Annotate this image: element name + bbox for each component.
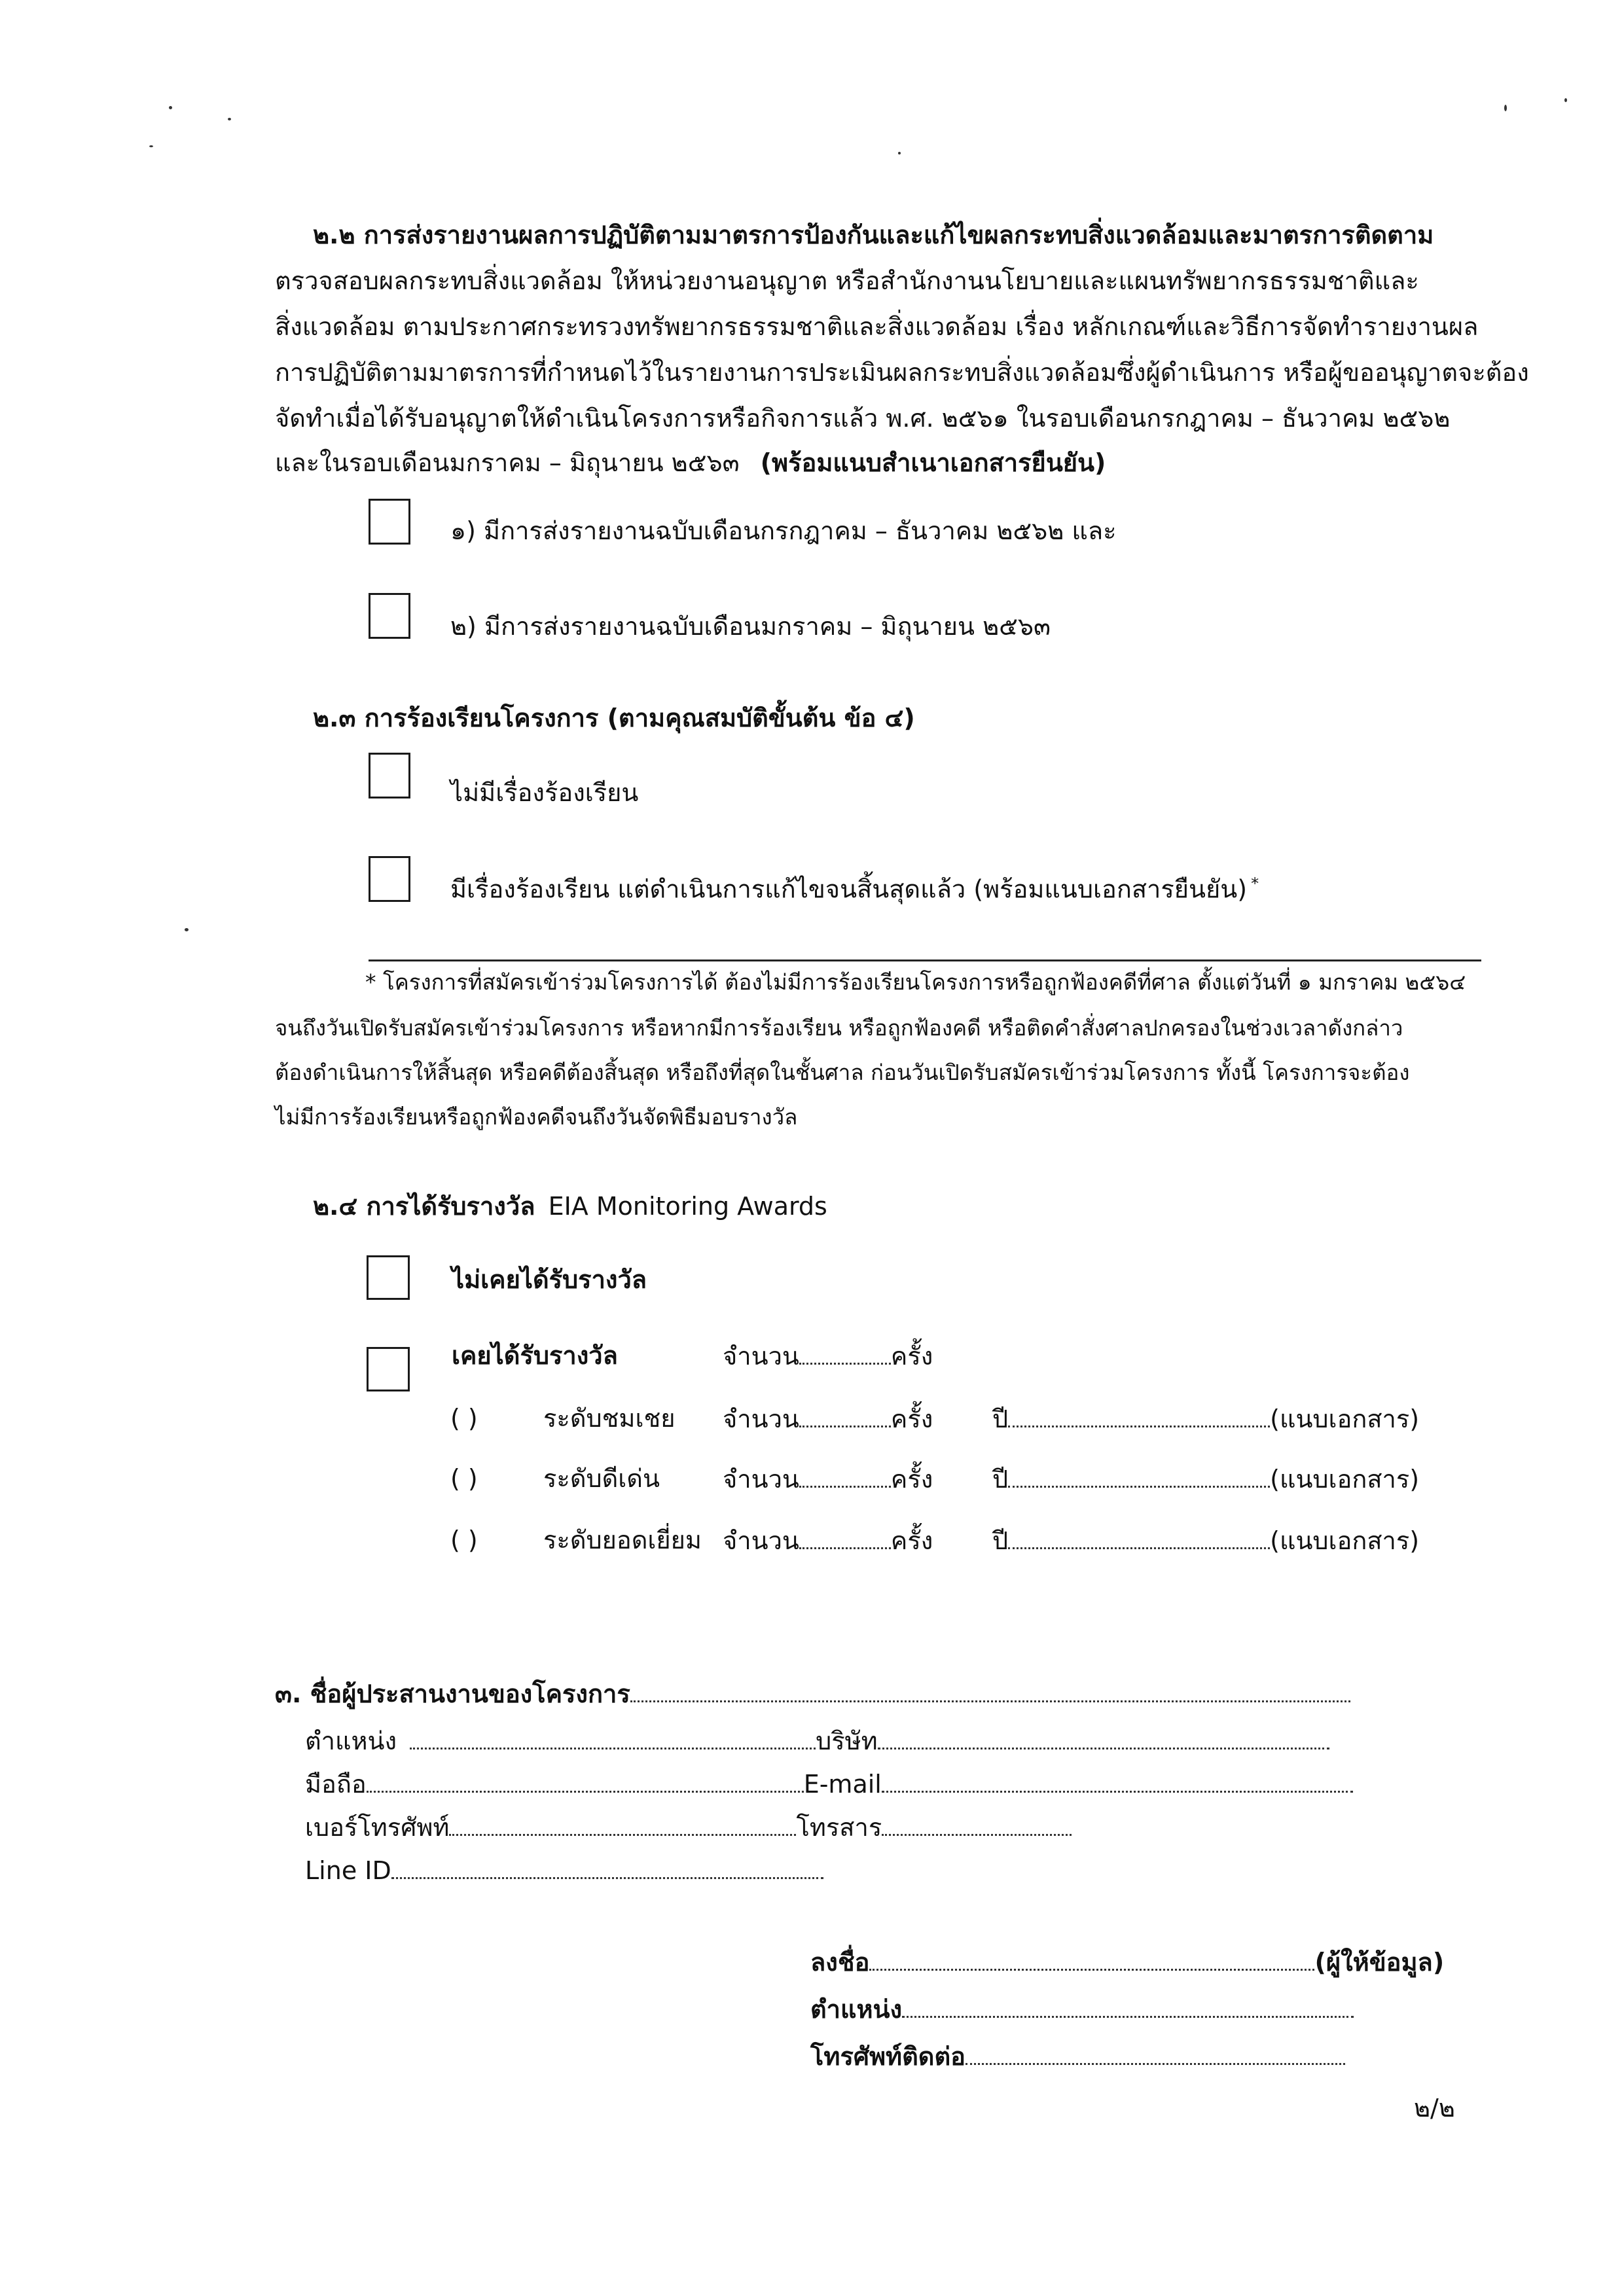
level-marker[interactable]: ( ) <box>450 1464 478 1493</box>
count-label: จำนวน <box>723 1526 799 1555</box>
level-count <box>723 1528 933 1553</box>
section-2-2-line: การปฏิบัติตามมาตรการที่กำหนดไว้ในรายงานการประเมินผลกระทบสิ่งแวดล้อมซึ่งผู้ดำเนินการ หรือผู้ขออนุญาตจะต้อง <box>275 358 1529 387</box>
count-field[interactable] <box>799 1343 891 1365</box>
level-count <box>723 1466 933 1492</box>
signer-position-label: ตำแหน่ง <box>810 1995 903 2024</box>
position-label: ตำแหน่ง <box>305 1727 397 1755</box>
sign-row <box>810 1949 1444 1975</box>
level-year <box>992 1466 1419 1492</box>
level-marker[interactable]: ( ) <box>450 1404 478 1433</box>
report-jul-dec-label: ๑) มีการส่งรายงานฉบับเดือนกรกฎาคม – ธันวาคม ๒๕๖๒ และ <box>450 516 1117 545</box>
year-label: ปี <box>992 1526 1009 1555</box>
section-2-3-heading: ๒.๓ การร้องเรียนโครงการ (ตามคุณสมบัติขั้นต้น ข้อ ๔) <box>313 704 915 732</box>
times-label: ครั้ง <box>890 1342 933 1371</box>
mobile-row <box>305 1771 1353 1797</box>
scan-speck <box>1504 105 1507 111</box>
count-label: จำนวน <box>723 1405 799 1433</box>
section-2-2-line: จัดทำเมื่อได้รับอนุญาตให้ดำเนินโครงการหรือกิจการแล้ว พ.ศ. ๒๕๖๑ ในรอบเดือนกรกฎาคม – ธันวาคม ๒๕๖๒ <box>275 404 1451 433</box>
no-complaint-checkbox[interactable] <box>369 753 410 798</box>
year-field[interactable] <box>1008 1406 1270 1427</box>
section-2-4-heading <box>313 1194 827 1219</box>
report-jan-jun-label: ๒) มีการส่งรายงานฉบับเดือนมกราคม – มิถุนายน ๒๕๖๓ <box>450 612 1051 641</box>
level-label: ระดับยอดเยี่ยม <box>543 1526 702 1554</box>
footnote-line: ไม่มีการร้องเรียนหรือถูกฟ้องคดีจนถึงวันจัดพิธีมอบรางวัล <box>275 1104 798 1130</box>
scan-speck <box>898 152 901 154</box>
section-2-2-line: สิ่งแวดล้อม ตามประกาศกระทรวงทรัพยากรธรรมชาติและสิ่งแวดล้อม เรื่อง หลักเกณฑ์และวิธีการจัดทำรายงานผล <box>275 312 1479 341</box>
position-field[interactable] <box>410 1728 816 1749</box>
level-label: ระดับดีเด่น <box>543 1464 660 1493</box>
footnote-line: * โครงการที่สมัครเข้าร่วมโครงการได้ ต้องไม่มีการร้องเรียนโครงการหรือถูกฟ้องคดีที่ศาล ตั้งแต่วันที่ ๑ มกราคม ๒๕๖๔ <box>365 969 1466 995</box>
signer-position-row <box>810 1996 1354 2022</box>
never-received-checkbox[interactable] <box>367 1255 410 1300</box>
footnote-line: ต้องดำเนินการให้สิ้นสุด หรือคดีต้องสิ้นสุด หรือถึงที่สุดในชั้นศาล ก่อนวันเปิดรับสมัครเข้าร่วมโครงการ ทั้งนี้ โครงการจะต้อง <box>275 1060 1410 1085</box>
received-label: เคยได้รับรางวัล <box>452 1341 618 1370</box>
coordinator-name-field[interactable] <box>630 1681 1350 1702</box>
email-field[interactable] <box>882 1771 1353 1793</box>
attach-label: (แนบเอกสาร) <box>1270 1465 1420 1494</box>
section-2-2-line: และในรอบเดือนมกราคม – มิถุนายน ๒๕๖๓ <box>275 448 740 477</box>
fax-label: โทรสาร <box>796 1813 882 1842</box>
phone-label: เบอร์โทรศัพท์ <box>305 1813 450 1842</box>
scan-speck <box>228 118 231 120</box>
attach-label: (แนบเอกสาร) <box>1270 1526 1420 1555</box>
section-2-4-heading-text: ๒.๔ การได้รับรางวัล <box>313 1192 535 1221</box>
level-year <box>992 1406 1419 1431</box>
times-label: ครั้ง <box>890 1465 933 1494</box>
year-field[interactable] <box>1008 1466 1270 1488</box>
complaint-resolved-checkbox[interactable] <box>369 856 410 902</box>
phone-field[interactable] <box>449 1814 796 1836</box>
position-row <box>305 1728 1329 1753</box>
scan-speck <box>149 145 153 147</box>
section-2-2-line-last <box>275 442 1106 482</box>
signer-position-field[interactable] <box>902 1996 1354 2018</box>
informant-label: (ผู้ให้ข้อมูล) <box>1314 1948 1445 1977</box>
company-field[interactable] <box>878 1728 1329 1749</box>
contact-phone-field[interactable] <box>965 2043 1345 2065</box>
phone-row <box>305 1814 1072 1840</box>
level-year <box>992 1528 1419 1553</box>
scan-speck <box>1564 98 1567 102</box>
year-label: ปี <box>992 1405 1009 1433</box>
email-label: E-mail <box>803 1770 882 1799</box>
contact-phone-row <box>810 2043 1345 2069</box>
level-count <box>723 1406 933 1431</box>
count-field[interactable] <box>799 1528 891 1549</box>
report-jan-jun-checkbox[interactable] <box>369 593 410 639</box>
count-label: จำนวน <box>723 1342 799 1371</box>
page-number: ๒/๒ <box>1414 2094 1455 2123</box>
year-label: ปี <box>992 1465 1009 1494</box>
received-checkbox[interactable] <box>367 1347 410 1391</box>
attach-label: (แนบเอกสาร) <box>1270 1405 1420 1433</box>
sign-label: ลงชื่อ <box>810 1948 870 1977</box>
section-3-heading <box>275 1681 1350 1706</box>
line-id-field[interactable] <box>391 1857 823 1879</box>
scan-speck <box>185 928 189 931</box>
count-field[interactable] <box>799 1466 891 1488</box>
line-id-row <box>305 1857 823 1883</box>
signature-field[interactable] <box>869 1949 1314 1971</box>
company-label: บริษัท <box>816 1727 878 1755</box>
times-label: ครั้ง <box>890 1526 933 1555</box>
coordinator-heading: ๓. ชื่อผู้ประสานงานของโครงการ <box>275 1679 630 1708</box>
times-label: ครั้ง <box>890 1405 933 1433</box>
no-complaint-label: ไม่มีเรื่องร้องเรียน <box>450 778 639 807</box>
mobile-label: มือถือ <box>305 1770 367 1799</box>
scan-speck <box>169 106 172 109</box>
fax-field[interactable] <box>882 1814 1072 1836</box>
line-id-label: Line ID <box>305 1856 391 1885</box>
year-field[interactable] <box>1008 1528 1270 1549</box>
footnote-line: จนถึงวันเปิดรับสมัครเข้าร่วมโครงการ หรือหากมีการร้องเรียน หรือถูกฟ้องคดี หรือติดคำสั่งศาลปกครองในช่วงเวลาดังกล่าว <box>275 1015 1403 1041</box>
level-marker[interactable]: ( ) <box>450 1526 478 1554</box>
attach-copy-note: (พร้อมแนบสำเนาเอกสารยืนยัน) <box>760 448 1106 477</box>
section-2-2-heading: ๒.๒ การส่งรายงานผลการปฏิบัติตามมาตรการป้องกันและแก้ไขผลกระทบสิ่งแวดล้อมและมาตรการติดตาม <box>313 221 1434 249</box>
asterisk-mark: * <box>1251 874 1259 893</box>
count-label: จำนวน <box>723 1465 799 1494</box>
report-jul-dec-checkbox[interactable] <box>369 499 410 545</box>
contact-phone-label: โทรศัพท์ติดต่อ <box>810 2042 965 2071</box>
mobile-field[interactable] <box>367 1771 804 1793</box>
section-2-2-line: ตรวจสอบผลกระทบสิ่งแวดล้อม ให้หน่วยงานอนุญาต หรือสำนักงานนโยบายและแผนทรัพยากรธรรมชาติและ <box>275 266 1419 295</box>
count-field[interactable] <box>799 1406 891 1427</box>
received-count <box>723 1343 933 1369</box>
level-label: ระดับชมเชย <box>543 1404 676 1433</box>
complaint-resolved-label: มีเรื่องร้องเรียน แต่ดำเนินการแก้ไขจนสิ้นสุดแล้ว (พร้อมแนบเอกสารยืนยัน) <box>450 874 1248 904</box>
footnote-divider <box>369 960 1481 961</box>
never-received-label: ไม่เคยได้รับรางวัล <box>452 1265 647 1294</box>
complaint-resolved-option <box>450 876 1259 902</box>
eia-awards-label: EIA Monitoring Awards <box>548 1192 827 1221</box>
